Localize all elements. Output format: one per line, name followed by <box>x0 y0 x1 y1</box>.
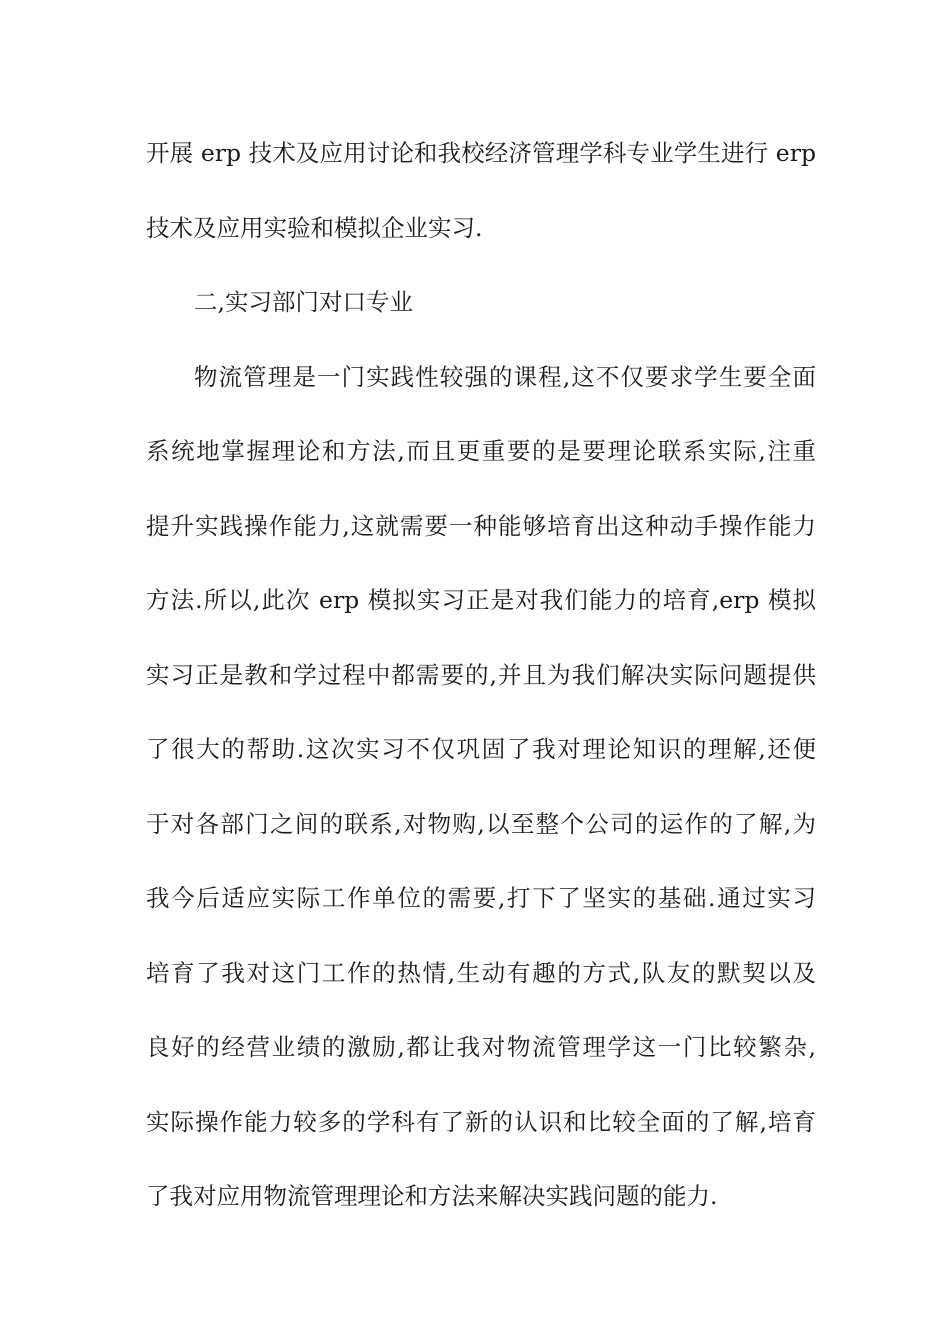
text-line: 方法.所以,此次 erp 模拟实习正是对我们能力的培育,erp 模拟 <box>146 586 816 614</box>
text-line: 于对各部门之间的联系,对物购,以至整个公司的运作的了解,为 <box>146 810 816 838</box>
section-heading: 二,实习部门对口专业 <box>194 288 413 316</box>
text-line: 实习正是教和学过程中都需要的,并且为我们解决实际问题提供 <box>146 661 816 689</box>
text-line: 开展 erp 技术及应用讨论和我校经济管理学科专业学生进行 erp <box>146 139 816 167</box>
text-line: 了很大的帮助.这次实习不仅巩固了我对理论知识的理解,还便 <box>146 735 816 763</box>
text-line: 技术及应用实验和模拟企业实习. <box>146 214 483 242</box>
text-line: 提升实践操作能力,这就需要一种能够培育出这种动手操作能力 <box>146 512 816 540</box>
text-line: 我今后适应实际工作单位的需要,打下了坚实的基础.通过实习 <box>146 884 816 912</box>
text-line: 物流管理是一门实践性较强的课程,这不仅要求学生要全面 <box>194 363 816 391</box>
text-line: 良好的经营业绩的激励,都让我对物流管理学这一门比较繁杂, <box>146 1033 816 1061</box>
text-line: 系统地掌握理论和方法,而且更重要的是要理论联系实际,注重 <box>146 437 816 465</box>
text-line: 实际操作能力较多的学科有了新的认识和比较全面的了解,培育 <box>146 1108 816 1136</box>
text-line: 了我对应用物流管理理论和方法来解决实践问题的能力. <box>146 1182 718 1210</box>
text-line: 培育了我对这门工作的热情,生动有趣的方式,队友的默契以及 <box>146 959 816 987</box>
